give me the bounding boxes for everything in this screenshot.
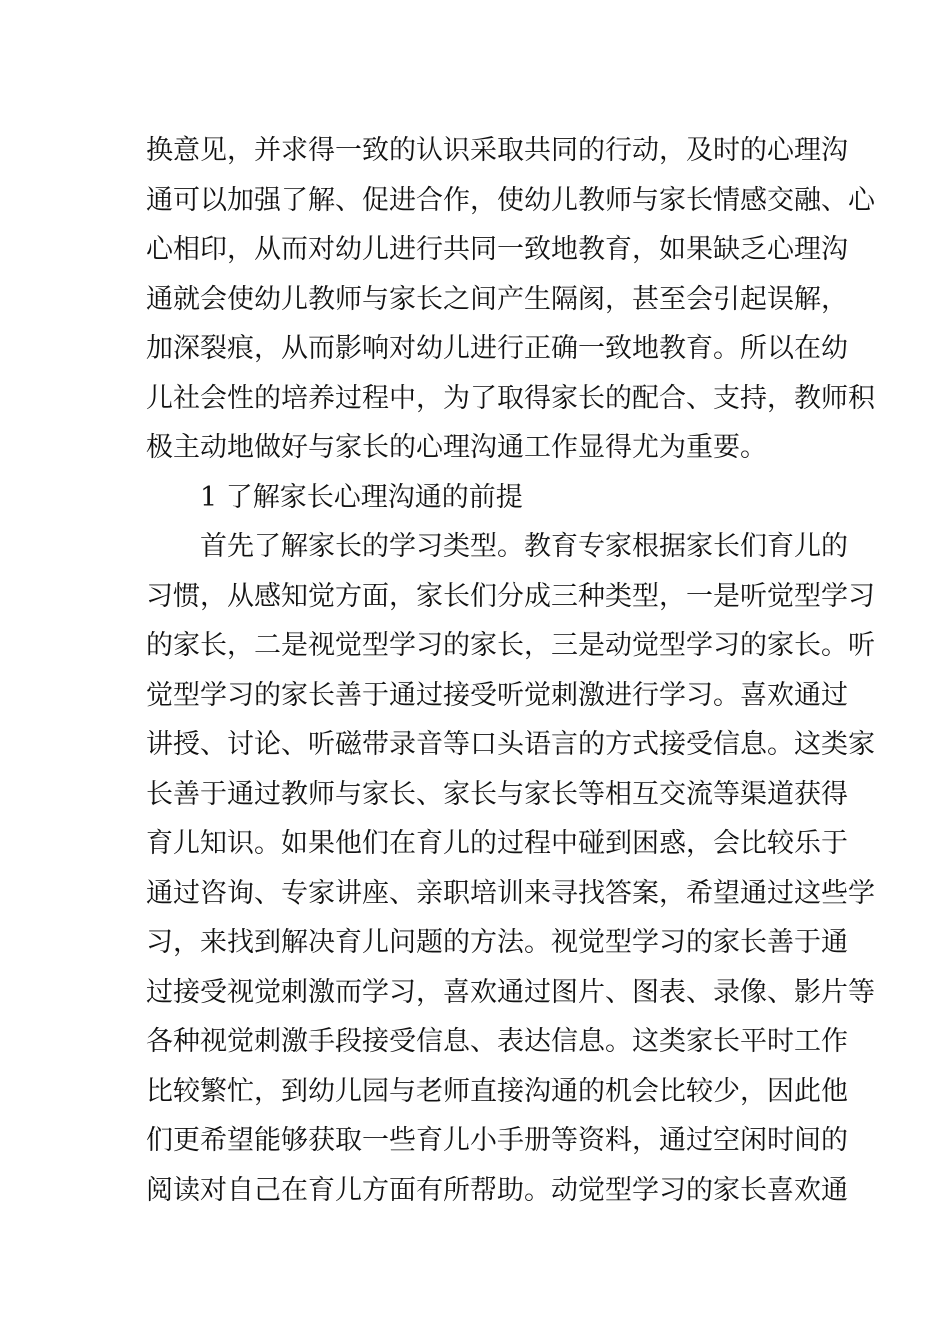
text-line: 过接受视觉刺激而学习，喜欢通过图片、图表、录像、影片等 xyxy=(146,976,875,1008)
text-line: 长善于通过教师与家长、家长与家长等相互交流等渠道获得 xyxy=(146,778,848,810)
text-line: 加深裂痕，从而影响对幼儿进行正确一致地教育。所以在幼 xyxy=(146,333,848,364)
text-line: 觉型学习的家长善于通过接受听觉刺激进行学习。喜欢通过 xyxy=(146,679,848,711)
text-line: 讲授、讨论、听磁带录音等口头语言的方式接受信息。这类家 xyxy=(146,729,875,760)
document-page xyxy=(146,126,875,1215)
text-line: 通就会使幼儿教师与家长之间产生隔阂，甚至会引起误解， xyxy=(146,283,848,315)
text-line: 通过咨询、专家讲座、亲职培训来寻找答案，希望通过这些学 xyxy=(146,877,875,909)
text-line: 习惯，从感知觉方面，家长们分成三种类型，一是听觉型学习 xyxy=(146,580,875,612)
text-line: 习，来找到解决育儿问题的方法。视觉型学习的家长善于通 xyxy=(146,927,848,958)
paragraph-1 xyxy=(146,126,875,473)
text-line: 育儿知识。如果他们在育儿的过程中碰到困惑，会比较乐于 xyxy=(146,828,848,859)
text-line: 比较繁忙，到幼儿园与老师直接沟通的机会比较少，因此他 xyxy=(146,1075,848,1107)
text-line: 极主动地做好与家长的心理沟通工作显得尤为重要。 xyxy=(146,432,767,463)
text-line: 阅读对自己在育儿方面有所帮助。动觉型学习的家长喜欢通 xyxy=(146,1174,848,1206)
section-heading: 1 了解家长心理沟通的前提 xyxy=(200,481,523,513)
text-line: 通可以加强了解、促进合作，使幼儿教师与家长情感交融、心 xyxy=(146,184,875,216)
text-line: 们更希望能够获取一些育儿小手册等资料，通过空闲时间的 xyxy=(146,1125,848,1156)
text-line: 儿社会性的培养过程中，为了取得家长的配合、支持，教师积 xyxy=(146,382,875,414)
text-line: 的家长，二是视觉型学习的家长，三是动觉型学习的家长。听 xyxy=(146,630,875,661)
text-line: 换意见，并求得一致的认识采取共同的行动，及时的心理沟 xyxy=(146,135,848,166)
paragraph-2 xyxy=(146,522,875,1215)
text-line: 各种视觉刺激手段接受信息、表达信息。这类家长平时工作 xyxy=(146,1026,848,1057)
text-line: 心相印，从而对幼儿进行共同一致地教育，如果缺乏心理沟 xyxy=(146,234,848,265)
text-line: 首先了解家长的学习类型。教育专家根据家长们育儿的 xyxy=(200,531,848,562)
